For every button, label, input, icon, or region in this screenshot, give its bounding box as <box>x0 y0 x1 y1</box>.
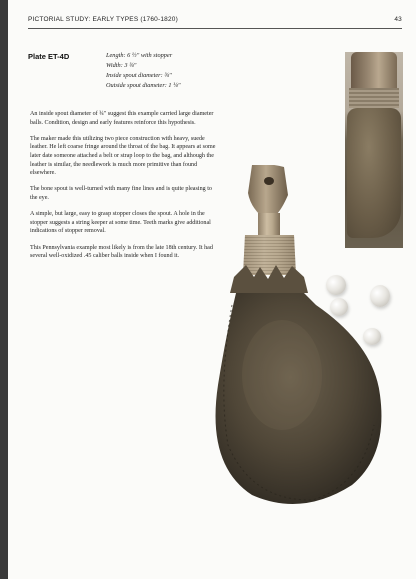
spec-length: Length: 6 ½" with stopper <box>106 52 173 59</box>
paragraph-origin: This Pennsylvania example most likely is from the late 18th century. It had several well-oxidized .45 caliber balls inside when I found it. <box>30 244 213 260</box>
powder-flask-photo <box>212 165 387 565</box>
description-text <box>30 110 220 268</box>
spec-outside-spout: Outside spout diameter: 1 ¼" <box>106 82 181 89</box>
spec-width: Width: 3 ¾" <box>106 62 137 69</box>
paragraph-stopper: A simple, but large, easy to grasp stopper closes the spout. A hole in the stopper suggests a string keeper at some time. Teeth marks give additional indications of stopper removal. <box>30 211 211 235</box>
running-title: PICTORIAL STUDY: EARLY TYPES (1760-1820) <box>28 16 178 23</box>
book-page <box>8 0 416 579</box>
stopper-hole <box>264 177 274 185</box>
stopper <box>248 165 288 215</box>
spec-inside-spout: Inside spout diameter: ¾" <box>106 72 172 79</box>
paragraph-construction: The maker made this utilizing two piece construction with heavy, suede leather. He left coarse fringe around the throat of the bag. It appears at some later date someone attached a belt or strap loop to the bag, and although the leather is similar, the needlework is much more primitive than found elsewhere. <box>30 135 216 177</box>
plate-label: Plate ET-4D <box>28 52 70 61</box>
flask-back-spout <box>351 52 397 88</box>
plate-specs <box>106 51 181 91</box>
paragraph-spout-diameter: An inside spout diameter of ¾" suggest this example carried large diameter balls. Condition, design and early features reinforce this hypothesis. <box>30 111 214 126</box>
paragraph-bone-spout: The bone spout is well-turned with many fine lines and is quite pleasing to the eye. <box>30 186 212 201</box>
flask-back-ring <box>349 88 399 108</box>
stopper-stem <box>258 213 280 235</box>
running-header <box>28 14 402 29</box>
page-number: 43 <box>394 16 402 23</box>
